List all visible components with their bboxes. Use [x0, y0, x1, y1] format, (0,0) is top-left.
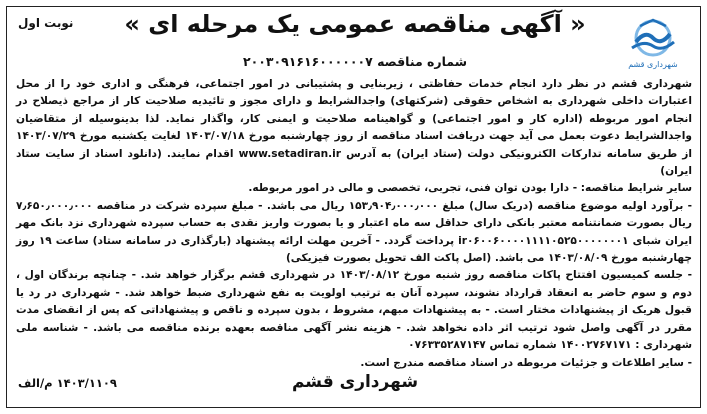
- qeshm-municipality-logo-icon: [610, 12, 696, 72]
- notice-body: [16, 76, 692, 372]
- logo-caption: شهرداری قشم: [628, 60, 678, 69]
- estimate-paragraph: [16, 198, 692, 268]
- iban-number: ir۰۶۰۰۶۰۰۰۰۱۱۱۱۰۵۲۵۰۰۰۰۰۰۰۱: [458, 234, 629, 247]
- intro-text-1: شهرداری قشم در نظر دارد انجام خدمات حفاظتی ، زیربنایی و پشتیبانی در امور اجتماعی، فرهنگی و اداری خود را از محل اعتبارات داخلی شهرداری به اشخاص حقوقی (شرکتهای) واجدالشرایط و دارای مجوز و تائیدیه صلاحیت کار از مراجع ذیصلاح در انجام امور مربوطه (اداره کار و امور اجتماعی) و گواهینامه صلاحیت و ایمنی کار، واگذار نماید. لذا بدینوسیله از متقاضیان واجدالشرایط دعوت بعمل می آید جهت دریافت اسناد مناقصه از روز چهارشنبه مورخ ۱۴۰۳/۰۷/۱۸ لغایت یکشنبه مورخ ۱۴۰۳/۰۷/۲۹ از طریق سامانه تدارکات الکترونیکی دولت (ستاد ایران) به آدرس: [16, 78, 693, 160]
- intro-paragraph: [16, 76, 692, 180]
- intro-text-2: اقدام نمایند. (دانلود اسناد از سایت ستاد ایران): [16, 147, 692, 178]
- estimate-and-deposit: - برآورد اولیه موضوع مناقصه (دریک سال) مبلغ ۱۵۳٫۹۰۴٫۰۰۰٫۰۰۰ ریال می باشد. - مبلغ سپرده شرکت در مناقصه ۷٫۶۵۰٫۰۰۰٫۰۰۰ ریال بصورت ضمانتنامه معتبر بانکی دارای حداقل سه ماه اعتبار و یا بصورت واریز نقدی به حساب سپرده شهرداری نزد بانک مهر ایران شبای: [16, 199, 692, 247]
- submission-deadline: پرداخت گردد. - آخرین مهلت ارائه پیشنهاد (بارگذاری در سامانه ستاد) ساعت ۱۹ روز چهارشنبه مورخ ۱۴۰۳/۰۸/۰۹ می باشد. (اصل پاکت الف تحویل بصورت فیزیکی): [16, 234, 692, 265]
- signature: شهرداری قشم: [291, 372, 419, 392]
- opening-session: - جلسه کمیسیون افتتاح پاکات مناقصه روز شنبه مورخ ۱۴۰۳/۰۸/۱۲ در شهرداری قشم برگزار خواهد شد. - چنانچه برندگان اول ، دوم و سوم حاضر به انعقاد قرارداد نشوند، سپرده آنان به ترتیب اولویت به نفع شهرداری ضبط خواهد شد. - شهرداری در رد یا قبول هریک از پیشنهادات مختار است. - به پیشنهادات مبهم، مشروط ، بدون سپرده و ناقص و پیشنهاداتی که پس از انقضای مدت مقرر در آگهی واصل شود ترتیب اثر داده نخواهد شد. - هزینه نشر آگهی مناقصه بعهده برنده مناقصه می باشد. - شناسه ملی شهرداری : ۱۴۰۰۲۷۶۷۱۷۱ شماره تماس ۰۷۶۳۳۵۲۸۷۱۴۷: [16, 269, 692, 352]
- tender-number: شماره مناقصه ۲۰۰۳۰۹۱۶۱۶۰۰۰۰۰۰۷: [243, 54, 467, 69]
- other-info: - سایر اطلاعات و جزئیات مربوطه در اسناد مناقصه مندرج است.: [360, 356, 692, 369]
- round-label: نوبت اول: [18, 16, 74, 30]
- other-conditions: سایر شرایط مناقصه: - دارا بودن توان فنی، تجربی، تخصصی و مالی در امور مربوطه.: [248, 182, 692, 195]
- reference-number: ۱۴۰۳/۱۱۰۹ م/الف: [18, 376, 117, 390]
- website-link[interactable]: www.setadiran.ir: [238, 147, 342, 160]
- notice-title: « آگهی مناقصه عمومی یک مرحله ای »: [124, 10, 586, 38]
